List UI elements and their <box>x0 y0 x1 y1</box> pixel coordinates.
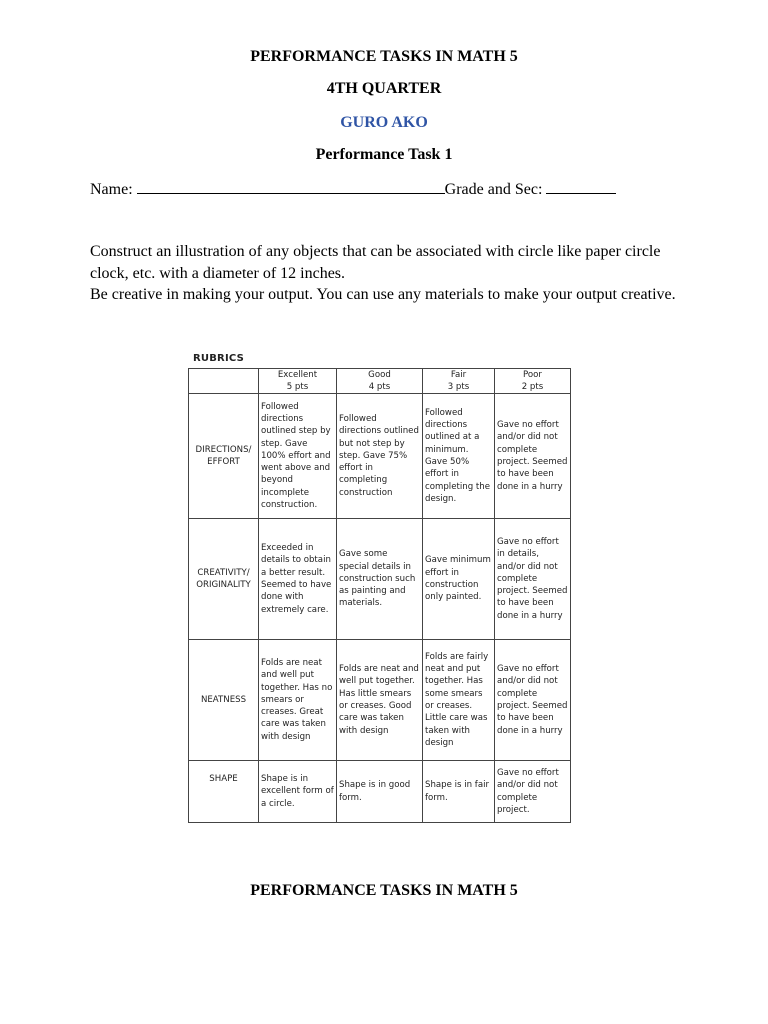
criterion-shape: SHAPE <box>189 761 259 823</box>
footer-title: PERFORMANCE TASKS IN MATH 5 <box>250 882 518 899</box>
rubric-row-neatness <box>189 640 571 761</box>
rubric-cell: Folds are neat and well put together. Has no smears or creases. Great care was taken with design <box>259 640 337 761</box>
rubric-table <box>188 368 571 823</box>
instruction-paragraph-2: Be creative in making your output. You can use any materials to make your output creative. <box>90 286 676 303</box>
rubric-cell: Shape is in good form. <box>337 761 423 823</box>
rubric-cell: Exceeded in details to obtain a better result. Seemed to have done with extremely care. <box>259 519 337 640</box>
document-title: PERFORMANCE TASKS IN MATH 5 <box>250 48 518 65</box>
rubric-header-excellent: Excellent 5 pts <box>259 369 337 394</box>
author-heading: GURO AKO <box>340 114 428 131</box>
rubric-cell: Gave some special details in construction such as painting and materials. <box>337 519 423 640</box>
criterion-neatness: NEATNESS <box>189 640 259 761</box>
grade-field[interactable] <box>546 179 616 194</box>
criterion-creativity: CREATIVITY/ ORIGINALITY <box>189 519 259 640</box>
rubric-cell: Folds are neat and well put together. Has little smears or creases. Good care was taken with design <box>337 640 423 761</box>
criterion-directions: DIRECTIONS/ EFFORT <box>189 394 259 519</box>
rubric-section <box>188 353 571 823</box>
rubric-row-shape <box>189 761 571 823</box>
grade-label: Grade and Sec: <box>444 181 543 198</box>
rubric-cell: Shape is in excellent form of a circle. <box>259 761 337 823</box>
rubric-cell: Gave no effort and/or did not complete project. <box>495 761 571 823</box>
rubric-cell: Shape is in fair form. <box>423 761 495 823</box>
rubric-header-row <box>189 369 571 394</box>
rubric-cell: Followed directions outlined step by step. Gave 100% effort and went above and beyond incomplete construction. <box>259 394 337 519</box>
name-field[interactable] <box>137 179 445 194</box>
rubric-header-blank <box>189 369 259 394</box>
task-heading: Performance Task 1 <box>315 146 453 163</box>
rubric-header-fair: Fair 3 pts <box>423 369 495 394</box>
rubric-cell: Gave no effort and/or did not complete project. Seemed to have been done in a hurry <box>495 394 571 519</box>
name-grade-line <box>90 179 616 199</box>
rubric-title: RUBRICS <box>193 353 244 364</box>
instruction-paragraph-1: Construct an illustration of any objects that can be associated with circle like paper circle clock, etc. with a diameter of 12 inches. <box>90 243 661 282</box>
rubric-cell: Followed directions outlined at a minimum. Gave 50% effort in completing the design. <box>423 394 495 519</box>
name-label: Name: <box>90 181 133 198</box>
rubric-cell: Gave no effort and/or did not complete project. Seemed to have been done in a hurry <box>495 640 571 761</box>
rubric-header-poor: Poor 2 pts <box>495 369 571 394</box>
rubric-header-good: Good 4 pts <box>337 369 423 394</box>
rubric-cell: Followed directions outlined but not step by step. Gave 75% effort in completing construction <box>337 394 423 519</box>
rubric-row-creativity <box>189 519 571 640</box>
quarter-heading: 4TH QUARTER <box>326 80 442 97</box>
rubric-cell: Gave no effort in details, and/or did not complete project. Seemed to have been done in a hurry <box>495 519 571 640</box>
rubric-row-directions <box>189 394 571 519</box>
rubric-cell: Gave minimum effort in construction only painted. <box>423 519 495 640</box>
rubric-cell: Folds are fairly neat and put together. Has some smears or creases. Little care was taken with design <box>423 640 495 761</box>
